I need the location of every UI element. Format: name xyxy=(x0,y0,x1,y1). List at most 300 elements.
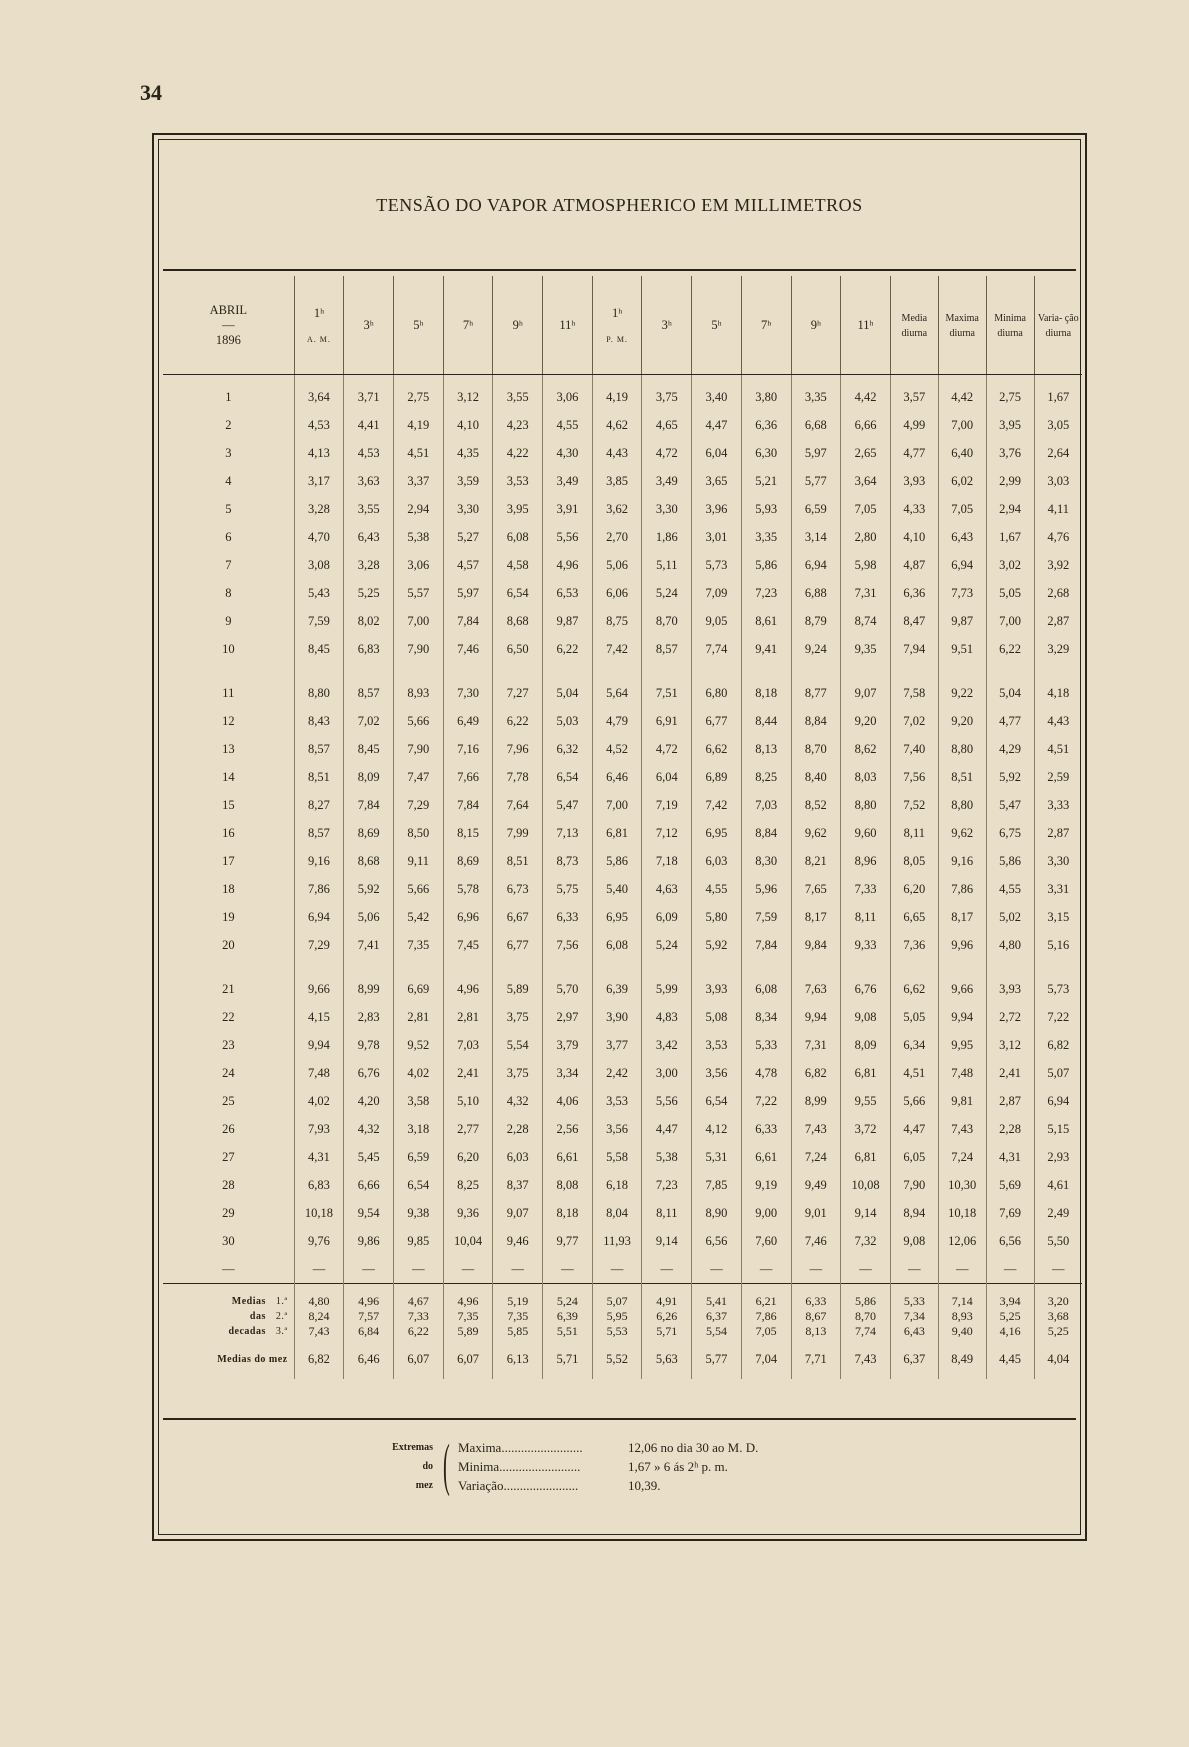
value-cell: 4,70 xyxy=(294,523,344,551)
value-cell: 6,20 xyxy=(890,875,938,903)
value-cell: 5,75 xyxy=(543,875,593,903)
value-cell: 6,76 xyxy=(344,1059,394,1087)
table-row xyxy=(163,679,1082,707)
decade-mean-cell: 7,86 xyxy=(741,1309,791,1324)
value-cell: 7,84 xyxy=(344,791,394,819)
dash-cell: — xyxy=(394,1255,444,1284)
decade-mean-cell: 5,71 xyxy=(642,1324,692,1339)
value-cell: 8,68 xyxy=(344,847,394,875)
value-cell: 5,86 xyxy=(592,847,642,875)
table-row xyxy=(163,791,1082,819)
value-cell: 6,66 xyxy=(344,1171,394,1199)
value-cell: 4,31 xyxy=(986,1143,1034,1171)
decade-gap xyxy=(163,959,1082,975)
hour-header: 7ʰ xyxy=(443,276,493,375)
value-cell: 9,00 xyxy=(741,1199,791,1227)
value-cell: 4,13 xyxy=(294,439,344,467)
month-mean-cell: 7,43 xyxy=(841,1339,891,1379)
day-cell: 22 xyxy=(222,1009,235,1024)
decade-mean-cell: 5,07 xyxy=(592,1294,642,1309)
value-cell: 6,36 xyxy=(890,579,938,607)
value-cell: 7,86 xyxy=(294,875,344,903)
value-cell: 8,18 xyxy=(741,679,791,707)
value-cell: 5,47 xyxy=(543,791,593,819)
value-cell: 7,58 xyxy=(890,679,938,707)
value-cell: 4,35 xyxy=(443,439,493,467)
value-cell: 8,45 xyxy=(344,735,394,763)
value-cell: 8,57 xyxy=(642,635,692,663)
value-cell: 8,17 xyxy=(791,903,841,931)
month-header xyxy=(163,276,294,375)
gap-cell xyxy=(692,959,742,975)
value-cell: 7,43 xyxy=(791,1115,841,1143)
value-cell: 4,63 xyxy=(642,875,692,903)
value-cell: 3,96 xyxy=(692,495,742,523)
value-cell: 5,70 xyxy=(543,975,593,1003)
decade-mean-cell: 5,24 xyxy=(543,1294,593,1309)
value-cell: 4,65 xyxy=(642,411,692,439)
value-cell: 8,30 xyxy=(741,847,791,875)
value-cell: 7,00 xyxy=(394,607,444,635)
table-row xyxy=(163,411,1082,439)
day-cell: 18 xyxy=(222,881,235,896)
decade-mean-cell: 5,51 xyxy=(543,1324,593,1339)
value-cell: 7,19 xyxy=(642,791,692,819)
value-cell: 4,96 xyxy=(543,551,593,579)
value-cell: 8,25 xyxy=(443,1171,493,1199)
value-cell: 2,87 xyxy=(1034,819,1082,847)
value-cell: 5,73 xyxy=(1034,975,1082,1003)
value-cell: 6,08 xyxy=(493,523,543,551)
sep-cell xyxy=(791,1284,841,1295)
day-cell: 4 xyxy=(225,473,232,488)
value-cell: 7,02 xyxy=(890,707,938,735)
gap-cell xyxy=(543,959,593,975)
value-cell: 7,32 xyxy=(841,1227,891,1255)
day-cell: 30 xyxy=(222,1233,235,1248)
value-cell: 2,28 xyxy=(493,1115,543,1143)
table-row xyxy=(163,467,1082,495)
value-cell: 4,23 xyxy=(493,411,543,439)
decade-mean-cell: 4,91 xyxy=(642,1294,692,1309)
value-cell: 8,73 xyxy=(543,847,593,875)
value-cell: 7,90 xyxy=(394,635,444,663)
value-cell: 5,10 xyxy=(443,1087,493,1115)
value-cell: 5,03 xyxy=(543,707,593,735)
value-cell: 9,77 xyxy=(543,1227,593,1255)
day-cell: 9 xyxy=(225,613,232,628)
value-cell: 5,99 xyxy=(642,975,692,1003)
value-cell: 5,31 xyxy=(692,1143,742,1171)
value-cell: 9,87 xyxy=(543,607,593,635)
value-cell: 7,73 xyxy=(938,579,986,607)
day-cell: 28 xyxy=(222,1177,235,1192)
value-cell: 8,21 xyxy=(791,847,841,875)
value-cell: 6,33 xyxy=(543,903,593,931)
value-cell: 2,80 xyxy=(841,523,891,551)
value-cell: 3,53 xyxy=(692,1031,742,1059)
decade-mean-cell: 5,19 xyxy=(493,1294,543,1309)
value-cell: 4,20 xyxy=(344,1087,394,1115)
gap-cell xyxy=(294,663,344,679)
value-cell: 9,49 xyxy=(791,1171,841,1199)
value-cell: 9,20 xyxy=(841,707,891,735)
table-row xyxy=(163,495,1082,523)
value-cell: 2,65 xyxy=(841,439,891,467)
gap-cell xyxy=(741,663,791,679)
value-cell: 5,58 xyxy=(592,1143,642,1171)
value-cell: 6,34 xyxy=(890,1031,938,1059)
value-cell: 4,79 xyxy=(592,707,642,735)
table-row xyxy=(163,1087,1082,1115)
value-cell: 7,09 xyxy=(692,579,742,607)
gap-cell xyxy=(1034,663,1082,679)
value-cell: 8,11 xyxy=(890,819,938,847)
value-cell: 8,08 xyxy=(543,1171,593,1199)
value-cell: 8,47 xyxy=(890,607,938,635)
value-cell: 8,74 xyxy=(841,607,891,635)
value-cell: 5,33 xyxy=(741,1031,791,1059)
value-cell: 2,49 xyxy=(1034,1199,1082,1227)
value-cell: 3,72 xyxy=(841,1115,891,1143)
value-cell: 2,28 xyxy=(986,1115,1034,1143)
day-cell: 10 xyxy=(222,641,235,656)
am-label: A. M. xyxy=(307,335,331,344)
value-cell: 8,69 xyxy=(443,847,493,875)
value-cell: 1,86 xyxy=(642,523,692,551)
value-cell: 3,28 xyxy=(344,551,394,579)
value-cell: 6,68 xyxy=(791,411,841,439)
month-mean-cell: 6,46 xyxy=(344,1339,394,1379)
value-cell: 5,04 xyxy=(543,679,593,707)
value-cell: 5,15 xyxy=(1034,1115,1082,1143)
gap-cell xyxy=(692,663,742,679)
value-cell: 6,04 xyxy=(642,763,692,791)
decade-mean-cell: 5,86 xyxy=(841,1294,891,1309)
value-cell: 9,16 xyxy=(294,847,344,875)
value-cell: 4,42 xyxy=(841,375,891,412)
value-cell: 4,02 xyxy=(294,1087,344,1115)
gap-cell xyxy=(841,959,891,975)
value-cell: 7,51 xyxy=(642,679,692,707)
value-cell: 9,76 xyxy=(294,1227,344,1255)
decade-means-label: das 2.ª xyxy=(249,1311,288,1322)
value-cell: 9,78 xyxy=(344,1031,394,1059)
value-cell: 5,56 xyxy=(543,523,593,551)
value-cell: 8,80 xyxy=(938,735,986,763)
decade-mean-cell: 5,33 xyxy=(890,1294,938,1309)
value-cell: 4,33 xyxy=(890,495,938,523)
value-cell: 6,09 xyxy=(642,903,692,931)
value-cell: 3,95 xyxy=(986,411,1034,439)
value-cell: 5,50 xyxy=(1034,1227,1082,1255)
value-cell: 4,51 xyxy=(890,1059,938,1087)
value-cell: 6,54 xyxy=(692,1087,742,1115)
value-cell: 4,77 xyxy=(890,439,938,467)
decade-mean-cell: 4,67 xyxy=(394,1294,444,1309)
gap-cell xyxy=(163,959,294,975)
value-cell: 8,93 xyxy=(394,679,444,707)
value-cell: 4,58 xyxy=(493,551,543,579)
value-cell: 4,83 xyxy=(642,1003,692,1031)
sep-cell xyxy=(841,1284,891,1295)
value-cell: 5,57 xyxy=(394,579,444,607)
value-cell: 2,64 xyxy=(1034,439,1082,467)
value-cell: 3,31 xyxy=(1034,875,1082,903)
value-cell: 8,80 xyxy=(294,679,344,707)
value-cell: 3,40 xyxy=(692,375,742,412)
value-cell: 8,84 xyxy=(791,707,841,735)
value-cell: 4,78 xyxy=(741,1059,791,1087)
value-cell: 3,85 xyxy=(592,467,642,495)
value-cell: 6,94 xyxy=(1034,1087,1082,1115)
value-cell: 7,13 xyxy=(543,819,593,847)
month-mean-cell: 5,52 xyxy=(592,1339,642,1379)
sep-cell xyxy=(890,1284,938,1295)
sep-cell xyxy=(938,1284,986,1295)
decade-mean-cell: 5,25 xyxy=(1034,1324,1082,1339)
decade-mean-cell: 8,70 xyxy=(841,1309,891,1324)
value-cell: 7,74 xyxy=(692,635,742,663)
hour-header: 1ʰ A. M. xyxy=(294,276,344,375)
value-cell: 7,03 xyxy=(741,791,791,819)
table-row xyxy=(163,1199,1082,1227)
dash-cell: — xyxy=(642,1255,692,1284)
value-cell: 6,54 xyxy=(493,579,543,607)
gap-cell xyxy=(443,959,493,975)
value-cell: 7,63 xyxy=(791,975,841,1003)
value-cell: 3,91 xyxy=(543,495,593,523)
value-cell: 8,03 xyxy=(841,763,891,791)
value-cell: 4,19 xyxy=(394,411,444,439)
value-cell: 3,37 xyxy=(394,467,444,495)
value-cell: 7,18 xyxy=(642,847,692,875)
value-cell: 8,62 xyxy=(841,735,891,763)
value-cell: 9,87 xyxy=(938,607,986,635)
value-cell: 2,83 xyxy=(344,1003,394,1031)
value-cell: 3,02 xyxy=(986,551,1034,579)
value-cell: 4,47 xyxy=(890,1115,938,1143)
value-cell: 9,95 xyxy=(938,1031,986,1059)
value-cell: 3,30 xyxy=(1034,847,1082,875)
gap-cell xyxy=(592,959,642,975)
value-cell: 9,54 xyxy=(344,1199,394,1227)
value-cell: 3,57 xyxy=(890,375,938,412)
decade-mean-cell: 6,37 xyxy=(692,1309,742,1324)
gap-cell xyxy=(741,959,791,975)
gap-cell xyxy=(163,663,294,679)
value-cell: 3,14 xyxy=(791,523,841,551)
decade-gap xyxy=(163,663,1082,679)
gap-cell xyxy=(642,959,692,975)
table-row xyxy=(163,1227,1082,1255)
value-cell: 5,04 xyxy=(986,679,1034,707)
dash-cell: — xyxy=(741,1255,791,1284)
value-cell: 9,36 xyxy=(443,1199,493,1227)
value-cell: 8,90 xyxy=(692,1199,742,1227)
dash-cell: — xyxy=(493,1255,543,1284)
dash-cell: — xyxy=(222,1261,235,1276)
value-cell: 7,33 xyxy=(841,875,891,903)
value-cell: 2,70 xyxy=(592,523,642,551)
sep-cell xyxy=(163,1284,294,1295)
day-cell: 23 xyxy=(222,1037,235,1052)
value-cell: 7,99 xyxy=(493,819,543,847)
value-cell: 3,29 xyxy=(1034,635,1082,663)
value-cell: 6,56 xyxy=(986,1227,1034,1255)
value-cell: 9,86 xyxy=(344,1227,394,1255)
value-cell: 4,80 xyxy=(986,931,1034,959)
value-cell: 5,06 xyxy=(344,903,394,931)
value-cell: 8,11 xyxy=(642,1199,692,1227)
value-cell: 5,89 xyxy=(493,975,543,1003)
gap-cell xyxy=(986,663,1034,679)
decade-mean-cell: 6,26 xyxy=(642,1309,692,1324)
table-row xyxy=(163,763,1082,791)
value-cell: 9,08 xyxy=(841,1003,891,1031)
decade-mean-cell: 5,41 xyxy=(692,1294,742,1309)
value-cell: 6,06 xyxy=(592,579,642,607)
value-cell: 4,10 xyxy=(890,523,938,551)
decade-mean-cell: 7,33 xyxy=(394,1309,444,1324)
value-cell: 8,57 xyxy=(344,679,394,707)
value-cell: 5,38 xyxy=(394,523,444,551)
dash-row xyxy=(163,1255,1082,1284)
value-cell: 3,49 xyxy=(543,467,593,495)
extreme-max: Maxima......................... 12,06 no dia 30 ao M. D. xyxy=(458,1440,759,1455)
means-separator xyxy=(163,1284,1082,1295)
value-cell: 6,95 xyxy=(592,903,642,931)
value-cell: 3,42 xyxy=(642,1031,692,1059)
gap-cell xyxy=(938,663,986,679)
month-mean-cell: 8,49 xyxy=(938,1339,986,1379)
value-cell: 3,12 xyxy=(443,375,493,412)
extreme-min: Minima......................... 1,67 » 6 ás 2ʰ p. m. xyxy=(458,1459,728,1474)
month-mean-cell: 7,04 xyxy=(741,1339,791,1379)
value-cell: 8,15 xyxy=(443,819,493,847)
value-cell: 3,55 xyxy=(493,375,543,412)
day-cell: 20 xyxy=(222,937,235,952)
value-cell: 7,90 xyxy=(890,1171,938,1199)
value-cell: 5,24 xyxy=(642,579,692,607)
day-cell: 29 xyxy=(222,1205,235,1220)
value-cell: 9,01 xyxy=(791,1199,841,1227)
value-cell: 3,12 xyxy=(986,1031,1034,1059)
value-cell: 6,94 xyxy=(791,551,841,579)
value-cell: 9,07 xyxy=(493,1199,543,1227)
value-cell: 7,02 xyxy=(344,707,394,735)
value-cell: 4,32 xyxy=(344,1115,394,1143)
value-cell: 9,66 xyxy=(938,975,986,1003)
value-cell: 7,00 xyxy=(938,411,986,439)
value-cell: 3,18 xyxy=(394,1115,444,1143)
value-cell: 5,40 xyxy=(592,875,642,903)
value-cell: 8,34 xyxy=(741,1003,791,1031)
hour-header: 5ʰ xyxy=(692,276,742,375)
value-cell: 8,57 xyxy=(294,819,344,847)
value-cell: 12,06 xyxy=(938,1227,986,1255)
value-cell: 3,35 xyxy=(741,523,791,551)
value-cell: 4,55 xyxy=(692,875,742,903)
value-cell: 5,07 xyxy=(1034,1059,1082,1087)
value-cell: 6,81 xyxy=(841,1143,891,1171)
value-cell: 8,51 xyxy=(938,763,986,791)
value-cell: 4,99 xyxy=(890,411,938,439)
value-cell: 3,06 xyxy=(394,551,444,579)
value-cell: 8,05 xyxy=(890,847,938,875)
value-cell: 7,16 xyxy=(443,735,493,763)
value-cell: 7,23 xyxy=(642,1171,692,1199)
table-row xyxy=(163,523,1082,551)
dash-cell: — xyxy=(443,1255,493,1284)
value-cell: 5,25 xyxy=(344,579,394,607)
value-cell: 2,87 xyxy=(1034,607,1082,635)
day-cell: 13 xyxy=(222,741,235,756)
decade-means-row xyxy=(163,1324,1082,1339)
value-cell: 8,68 xyxy=(493,607,543,635)
value-cell: 5,47 xyxy=(986,791,1034,819)
value-cell: 3,71 xyxy=(344,375,394,412)
value-cell: 2,81 xyxy=(443,1003,493,1031)
sep-cell xyxy=(394,1284,444,1295)
value-cell: 3,05 xyxy=(1034,411,1082,439)
value-cell: 5,73 xyxy=(692,551,742,579)
table-row xyxy=(163,819,1082,847)
value-cell: 8,51 xyxy=(493,847,543,875)
value-cell: 5,97 xyxy=(791,439,841,467)
value-cell: 3,65 xyxy=(692,467,742,495)
value-cell: 2,94 xyxy=(986,495,1034,523)
value-cell: 5,86 xyxy=(741,551,791,579)
decade-mean-cell: 3,94 xyxy=(986,1294,1034,1309)
value-cell: 5,78 xyxy=(443,875,493,903)
table-row xyxy=(163,1003,1082,1031)
value-cell: 7,03 xyxy=(443,1031,493,1059)
value-cell: 9,33 xyxy=(841,931,891,959)
value-cell: 6,49 xyxy=(443,707,493,735)
gap-cell xyxy=(543,663,593,679)
value-cell: 5,45 xyxy=(344,1143,394,1171)
sep-cell xyxy=(642,1284,692,1295)
value-cell: 5,05 xyxy=(986,579,1034,607)
table-row xyxy=(163,635,1082,663)
day-cell: 1 xyxy=(225,389,232,404)
month-mean-cell: 4,04 xyxy=(1034,1339,1082,1379)
decade-mean-cell: 3,20 xyxy=(1034,1294,1082,1309)
month-mean-cell: 6,82 xyxy=(294,1339,344,1379)
value-cell: 3,15 xyxy=(1034,903,1082,931)
value-cell: 7,90 xyxy=(394,735,444,763)
value-cell: 10,18 xyxy=(294,1199,344,1227)
value-cell: 8,51 xyxy=(294,763,344,791)
table-row xyxy=(163,707,1082,735)
value-cell: 9,66 xyxy=(294,975,344,1003)
value-cell: 6,73 xyxy=(493,875,543,903)
value-cell: 3,01 xyxy=(692,523,742,551)
value-cell: 4,72 xyxy=(642,735,692,763)
value-cell: 3,34 xyxy=(543,1059,593,1087)
decade-mean-cell: 6,84 xyxy=(344,1324,394,1339)
value-cell: 4,30 xyxy=(543,439,593,467)
value-cell: 1,67 xyxy=(1034,375,1082,412)
gap-cell xyxy=(294,959,344,975)
decade-mean-cell: 5,53 xyxy=(592,1324,642,1339)
day-cell: 25 xyxy=(222,1093,235,1108)
value-cell: 2,41 xyxy=(986,1059,1034,1087)
value-cell: 6,36 xyxy=(741,411,791,439)
gap-cell xyxy=(493,959,543,975)
value-cell: 6,82 xyxy=(791,1059,841,1087)
